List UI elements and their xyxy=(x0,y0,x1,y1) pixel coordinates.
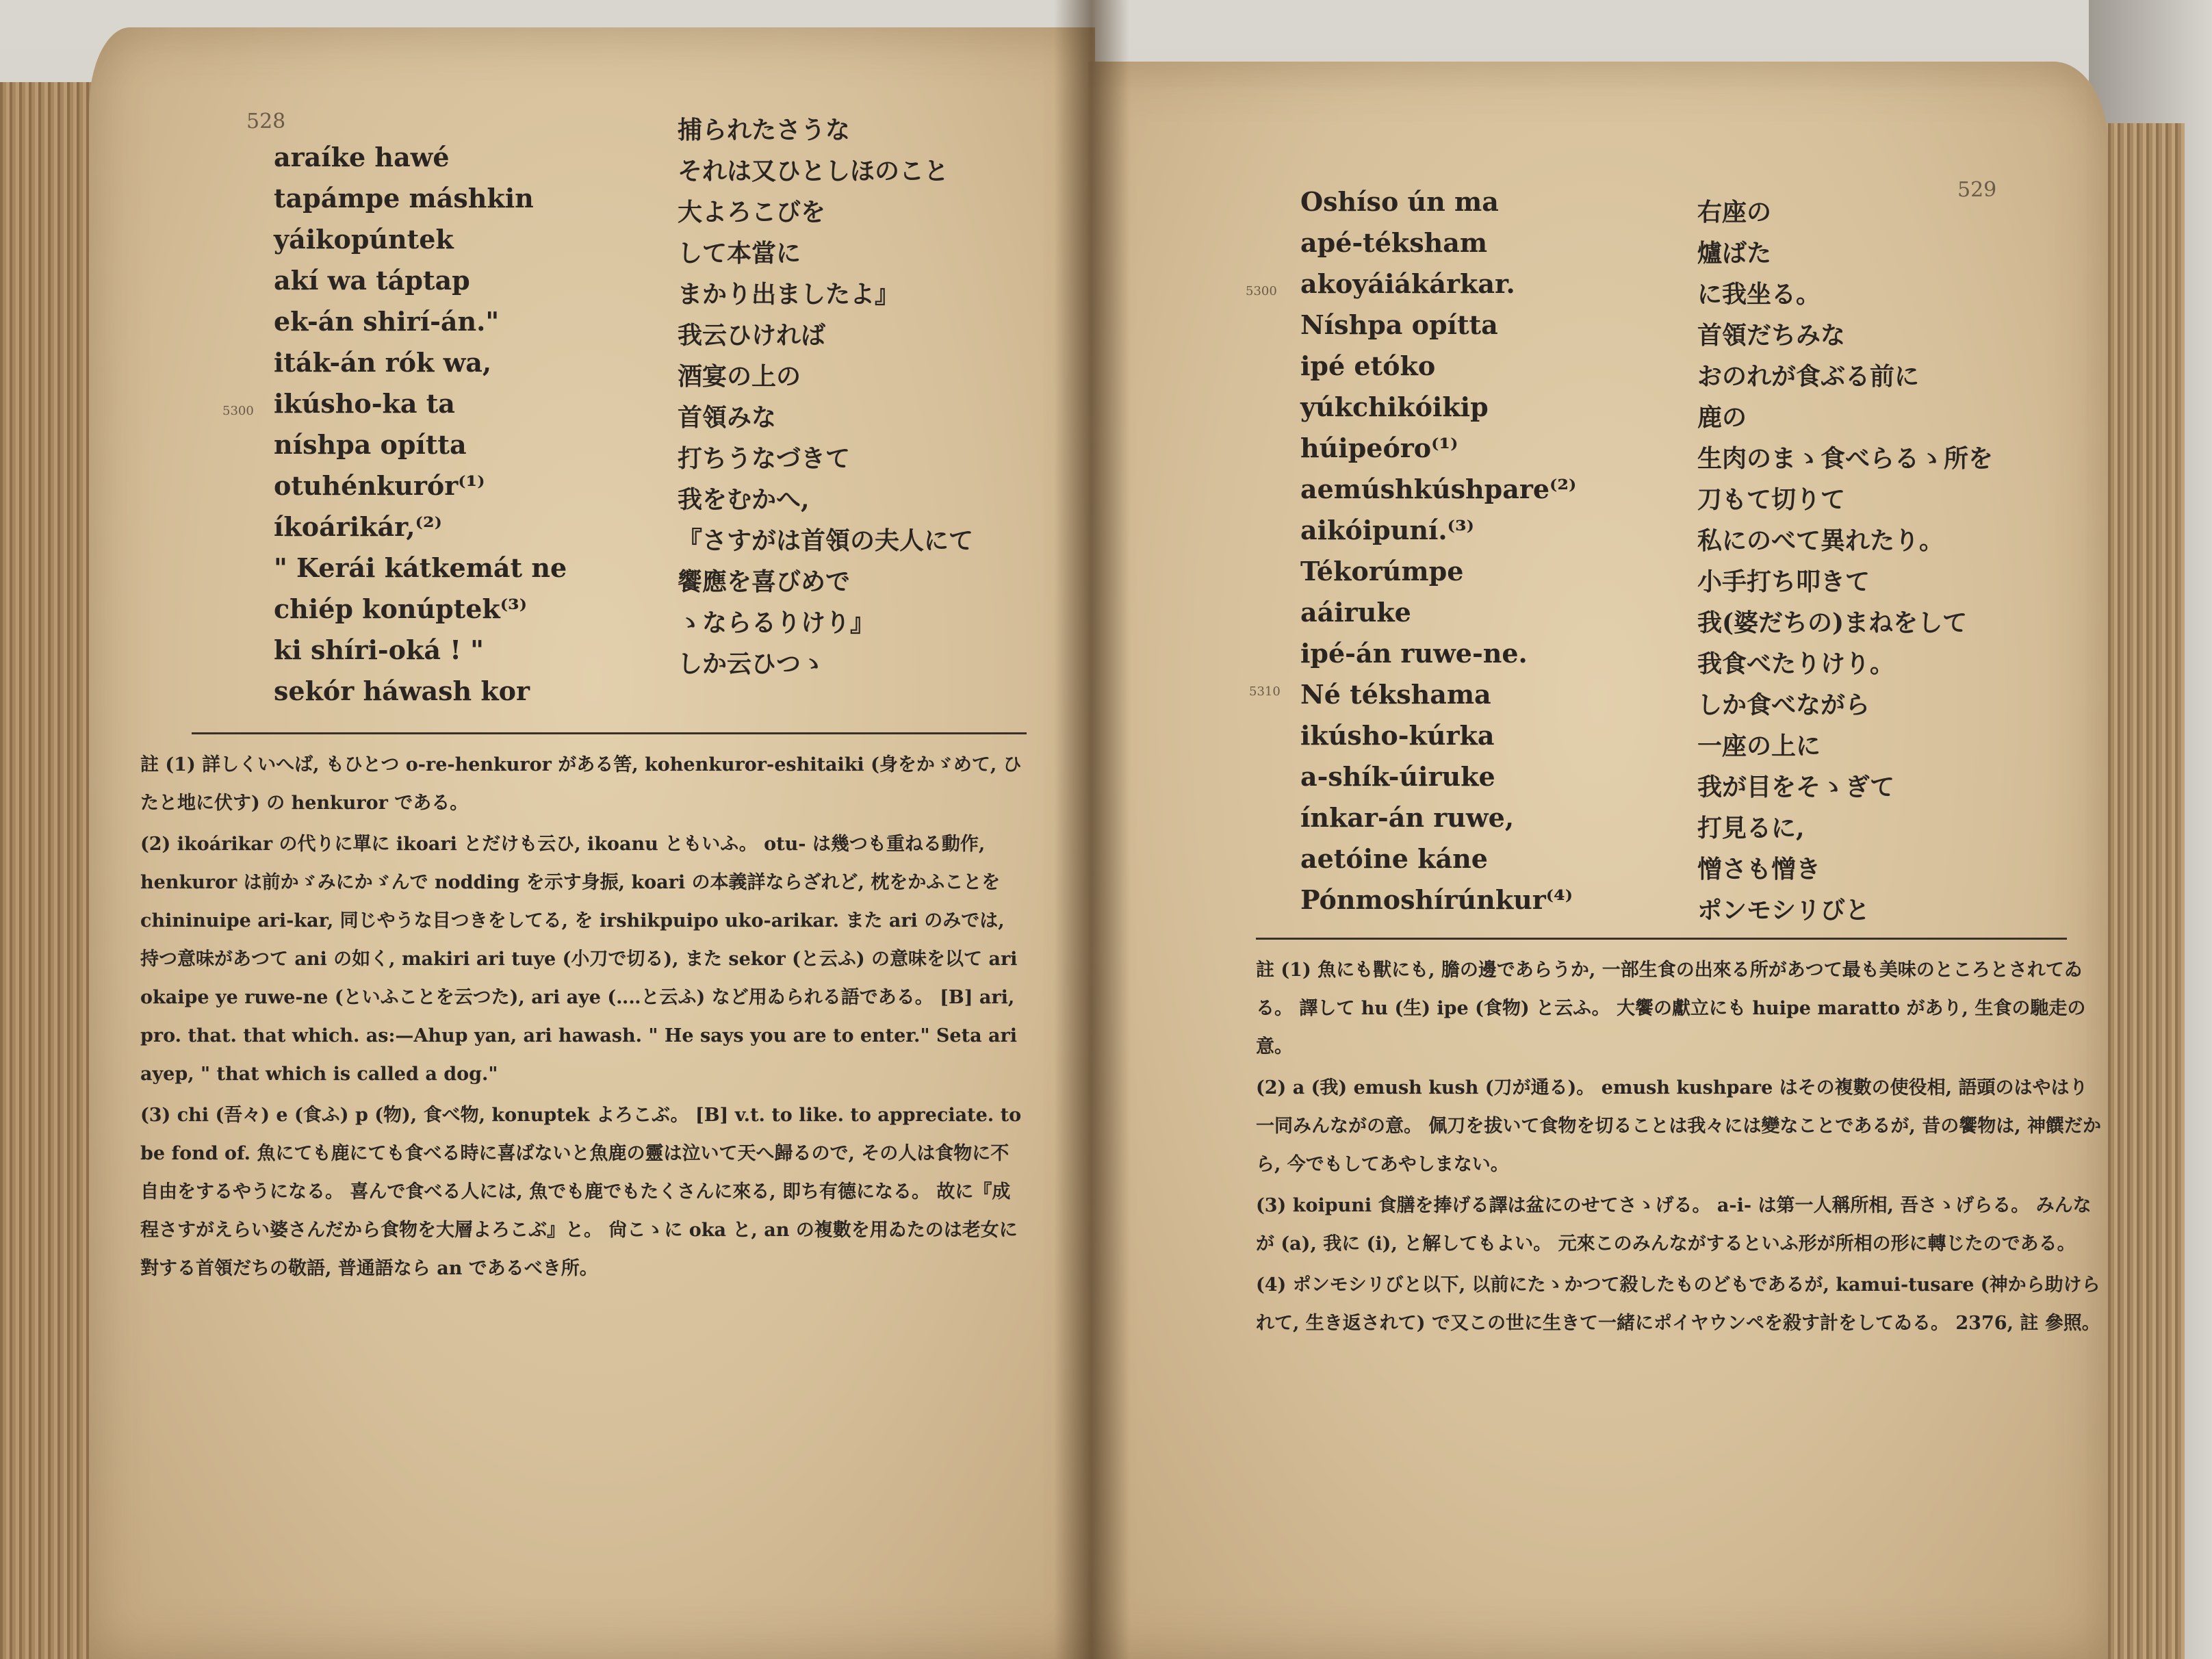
japanese-line: 鹿の xyxy=(1697,403,1747,432)
right-ainu-column xyxy=(1300,181,1576,921)
japanese-line: 爐ばた xyxy=(1697,239,1772,268)
ainu-line: akí wa táptap xyxy=(274,265,470,296)
japanese-line: して本當に xyxy=(678,239,801,268)
ainu-line: " Kerái kátkemát ne xyxy=(274,552,567,583)
japanese-line: 酒宴の上の xyxy=(678,362,801,391)
ainu-line: aetóine káne xyxy=(1300,843,1488,874)
japanese-line: 饗應を喜びめで xyxy=(678,567,851,596)
ainu-line: ek-án shirí-án." xyxy=(274,306,500,337)
ainu-line: Né tékshama xyxy=(1300,679,1491,710)
japanese-line: 我をむかへ, xyxy=(678,485,810,514)
ainu-line: yúkchikóikip xyxy=(1300,391,1489,422)
ainu-line: ikúsho-kúrka xyxy=(1300,720,1495,751)
japanese-line: 憎さも憎き xyxy=(1697,855,1821,884)
japanese-line: 『さすがは首領の夫人にて xyxy=(678,526,974,555)
japanese-line: ゝならるりけり』 xyxy=(678,608,875,637)
ainu-line: Tékorúmpe xyxy=(1300,556,1464,587)
ainu-line: sekór háwash kor xyxy=(274,676,530,706)
left-footnotes xyxy=(140,746,1023,1291)
ainu-line: a-shík-úiruke xyxy=(1300,761,1495,792)
ainu-line: apé-téksham xyxy=(1300,227,1488,258)
ainu-line: aáiruke xyxy=(1300,597,1411,628)
ainu-line: araíke hawé xyxy=(274,142,450,172)
ainu-line: otuhénkurór⁽¹⁾ xyxy=(274,470,485,501)
book-gutter-shadow xyxy=(1054,0,1129,1659)
ainu-line: iták-án rók wa, xyxy=(274,347,492,378)
footnote: (3) chi (吾々) e (食ふ) p (物), 食べ物, konuptek よろこぶ。 [B] v.t. to like. to appreciate. to be fond of. 魚にても鹿にても食べる時に喜ばないと魚鹿の靈は泣いて天へ歸るので, その人は食物に不自由をするやうになる。 喜んで食べる人には, 魚でも鹿でもたくさんに來る, 即ち有德になる。 故に『成程さすがえらい婆さんだから食物を大層よろこぶ』と。 尙こゝに oka と, an の複數を用ゐたのは老女に對する首領だちの敬語, 普通語なら an であるべき所。 xyxy=(140,1105,1022,1279)
ainu-line: íkoárikár,⁽²⁾ xyxy=(274,511,442,542)
right-japanese-column xyxy=(1697,192,1993,931)
japanese-line: 我食べたりけり。 xyxy=(1697,650,1895,678)
left-japanese-column xyxy=(678,110,973,684)
japanese-line: 右座の xyxy=(1697,198,1772,227)
left-page-number: 528 xyxy=(246,110,286,133)
right-line-marker-2: 5310 xyxy=(1249,684,1281,699)
left-ainu-column xyxy=(274,137,567,712)
japanese-line: 一座の上に xyxy=(1697,732,1821,760)
footnote: 註 (1) 詳しくいへば, もひとつ o-re-henkuror がある筈, kohenkuror-eshitaiki (身をかゞめて, ひたと地に伏す) の henkuror である。 xyxy=(140,754,1022,814)
japanese-line: しか云ひつゝ xyxy=(678,650,826,678)
japanese-line: 打見るに, xyxy=(1697,814,1805,843)
japanese-line: 我云ひければ xyxy=(678,321,826,350)
footnote: (3) koipuni 食膳を捧げる譯は盆にのせてさゝげる。 a-i- は第一人稱所相, 吾さゝげらる。 みんなが (a), 我に (i), と解してもよい。 元來このみんながするといふ形が所相の形に轉じたのである。 xyxy=(1256,1195,2092,1255)
japanese-line: おのれが食ぶる前に xyxy=(1697,362,1920,391)
japanese-line: に我坐る。 xyxy=(1697,280,1821,309)
ainu-line: ipé etóko xyxy=(1300,350,1436,381)
left-footnote-rule xyxy=(192,732,1027,734)
japanese-line: 首領みな xyxy=(678,403,777,432)
right-line-marker-1: 5300 xyxy=(1246,284,1277,298)
footnote: (2) ikoárikar の代りに單に ikoari とだけも云ひ, ikoanu ともいふ。 otu- は幾つも重ねる動作, henkuror は前かゞみにかゞんで nodding を示す身振, koari の本義詳ならざれど, 枕をかふことを chininuipe ari-kar, 同じやうな目つきをしてる, を irshikpuipo uko-arikar. また ari のみでは, 持つ意味があつて ani の如く, makiri ari tuye (小刀で切る), また sekor (と云ふ) の意味を以て ari okaipe ye ruwe-ne (といふことを云つた), ari aye (‥‥と云ふ) など用ゐられる語である。 [B] ari, pro. that. that which. as:—Ahup yan, ari hawash. " He says you are to enter." Seta ari ayep, " that which is called a dog." xyxy=(140,834,1018,1085)
japanese-line: 捕られたさうな xyxy=(678,116,851,144)
ainu-line: níshpa opítta xyxy=(274,429,467,460)
japanese-line: 大よろこびを xyxy=(678,198,826,227)
ainu-line: Pónmoshírúnkur⁽⁴⁾ xyxy=(1300,884,1573,915)
japanese-line: 刀もて切りて xyxy=(1697,485,1846,514)
japanese-line: 我が目をそゝぎて xyxy=(1697,773,1895,801)
ainu-line: aemúshkúshpare⁽²⁾ xyxy=(1300,474,1577,504)
ainu-line: aikóipuní.⁽³⁾ xyxy=(1300,515,1474,545)
left-line-marker: 5300 xyxy=(222,404,254,418)
japanese-line: 小手打ち叩きて xyxy=(1697,567,1870,596)
ainu-line: ikúsho-ka ta xyxy=(274,388,455,419)
ainu-line: chiép konúptek⁽³⁾ xyxy=(274,593,528,624)
footnote: 註 (1) 魚にも獸にも, 膽の邊であらうか, 一部生食の出來る所があつて最も美味のところとされてゐる。 譯して hu (生) ipe (食物) と云ふ。 大饗の獻立にも huipe maratto があり, 生食の馳走の意。 xyxy=(1256,960,2086,1057)
japanese-line: しか食べながら xyxy=(1697,691,1870,719)
ainu-line: ínkar-án ruwe, xyxy=(1300,802,1515,833)
footnote: (4) ポンモシリびと以下, 以前にたゝかつて殺したものどもであるが, kamui-tusare (神から助けられて, 生き返されて) で又この世に生きて一緒にポイヤウンペを殺す計をしてゐる。 2376, 註 參照。 xyxy=(1256,1274,2100,1334)
japanese-line: 首領だちみな xyxy=(1697,321,1846,350)
japanese-line: ポンモシリびと xyxy=(1697,896,1870,925)
japanese-line: 生肉のまゝ食べらるゝ所を xyxy=(1697,444,1994,473)
japanese-line: 我(婆だちの)まねをして xyxy=(1697,608,1968,637)
ainu-line: ki shíri-oká ! " xyxy=(274,634,484,665)
ainu-line: yáikopúntek xyxy=(274,224,454,255)
footnote: (2) a (我) emush kush (刀が通る)。 emush kushpare はその複數の使役相, 語頭のはやはり一同みんながの意。 佩刀を拔いて食物を切ることは我々には變なことであるが, 昔の饗物は, 神饌だから, 今でもしてあやしまない。 xyxy=(1256,1077,2101,1175)
right-footnotes xyxy=(1256,951,2101,1346)
japanese-line: まかり出ましたよ』 xyxy=(678,280,900,309)
ainu-line: ipé-án ruwe-ne. xyxy=(1300,638,1528,669)
ainu-line: akoyáiákárkar. xyxy=(1300,268,1515,299)
ainu-line: Oshíso ún ma xyxy=(1300,186,1499,217)
japanese-line: 私にのべて異れたり。 xyxy=(1697,526,1944,555)
right-footnote-rule xyxy=(1256,938,2067,940)
japanese-line: それは又ひとしほのこと xyxy=(678,157,949,185)
ainu-line: Níshpa opítta xyxy=(1300,309,1498,340)
right-page-number: 529 xyxy=(1957,178,1997,202)
japanese-line: 打ちうなづきて xyxy=(678,444,851,473)
ainu-line: húipeóro⁽¹⁾ xyxy=(1300,433,1458,463)
ainu-line: tapámpe máshkin xyxy=(274,183,534,214)
